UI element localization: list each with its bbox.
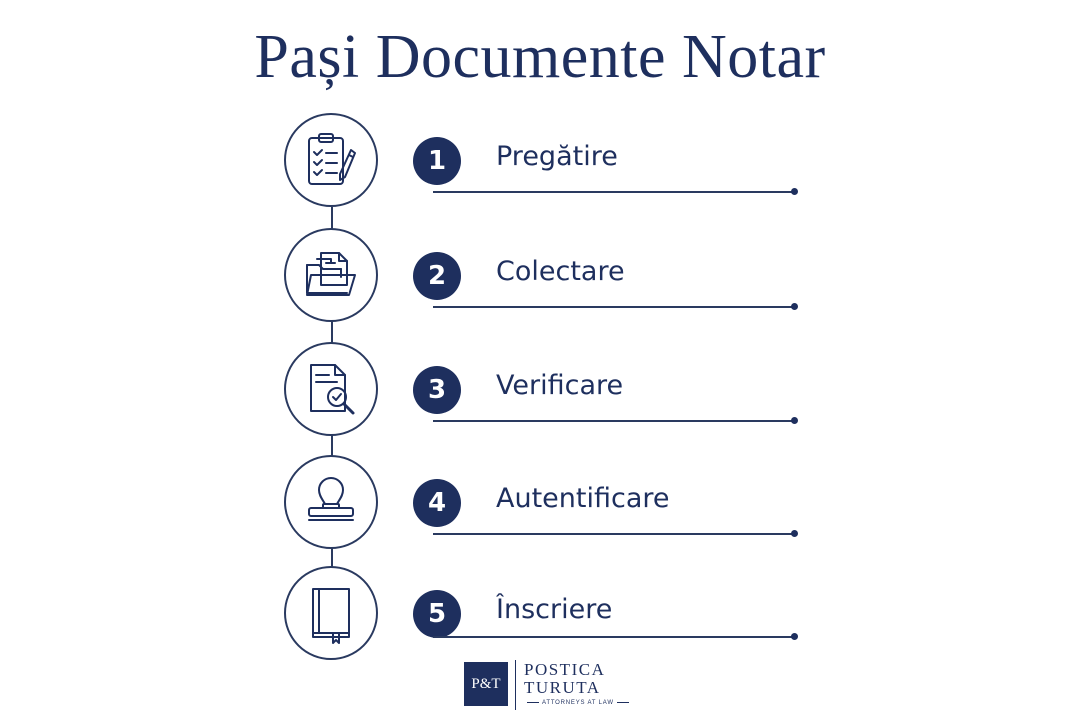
step-label: Colectare <box>496 256 625 287</box>
logo-monogram: P&T <box>464 662 508 706</box>
step-icon-circle <box>284 228 378 322</box>
step-3 <box>0 342 1080 442</box>
logo-tagline: ATTORNEYS AT LAW <box>524 700 624 706</box>
book-register-icon <box>299 581 363 645</box>
step-underline <box>433 533 793 535</box>
step-number-badge: 2 <box>413 252 461 300</box>
step-label: Autentificare <box>496 483 670 514</box>
clipboard-checklist-icon <box>299 128 363 192</box>
step-underline-dot <box>791 188 798 195</box>
step-4 <box>0 455 1080 555</box>
step-number-badge: 3 <box>413 366 461 414</box>
step-underline-dot <box>791 530 798 537</box>
page-title: Pași Documente Notar <box>254 23 826 91</box>
step-label: Verificare <box>496 370 624 401</box>
step-2 <box>0 228 1080 328</box>
step-underline <box>433 191 793 193</box>
logo-name-line2: TURUTA <box>524 678 601 697</box>
step-label: Înscriere <box>496 594 613 625</box>
document-magnifier-check-icon <box>299 357 363 421</box>
step-underline <box>433 636 793 638</box>
step-label: Pregătire <box>496 141 618 172</box>
step-1 <box>0 113 1080 213</box>
step-icon-circle <box>284 455 378 549</box>
step-underline-dot <box>791 303 798 310</box>
step-icon-circle <box>284 342 378 436</box>
step-5 <box>0 566 1080 666</box>
firm-logo <box>464 660 624 712</box>
step-icon-circle <box>284 113 378 207</box>
logo-name-line1: POSTICA <box>524 660 606 679</box>
step-number-badge: 5 <box>413 590 461 638</box>
step-underline-dot <box>791 417 798 424</box>
step-icon-circle <box>284 566 378 660</box>
step-underline-dot <box>791 633 798 640</box>
step-number-badge: 4 <box>413 479 461 527</box>
step-number-badge: 1 <box>413 137 461 185</box>
stamp-icon <box>299 470 363 534</box>
logo-divider <box>515 660 516 710</box>
folder-documents-icon <box>299 243 363 307</box>
step-underline <box>433 306 793 308</box>
step-underline <box>433 420 793 422</box>
